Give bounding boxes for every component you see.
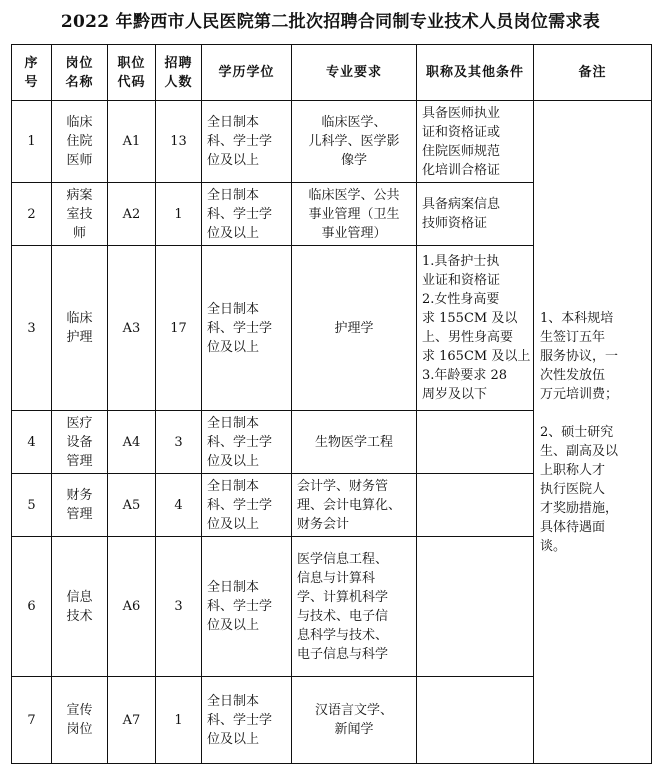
cell-major: 护理学 — [292, 246, 417, 411]
cell-count: 3 — [156, 537, 202, 677]
cell-position: 宣传 岗位 — [52, 677, 108, 764]
cell-major: 会计学、财务管 理、会计电算化、 财务会计 — [292, 474, 417, 537]
cell-count: 4 — [156, 474, 202, 537]
cell-major: 医学信息工程、 信息与计算科 学、计算机科学 与技术、电子信 息科学与技术、 电子信息与科学 — [292, 537, 417, 677]
cell-conditions: 具备病案信息 技师资格证 — [417, 183, 534, 246]
cell-education: 全日制本 科、学士学 位及以上 — [202, 474, 292, 537]
cell-count: 3 — [156, 411, 202, 474]
job-requirements-table — [11, 44, 652, 764]
remarks-cell — [534, 101, 652, 764]
header-remarks: 备注 — [534, 45, 652, 101]
cell-code: A1 — [108, 101, 156, 183]
header-seq: 序 号 — [12, 45, 52, 101]
cell-conditions — [417, 411, 534, 474]
cell-count: 13 — [156, 101, 202, 183]
cell-seq: 3 — [12, 246, 52, 411]
cell-count: 17 — [156, 246, 202, 411]
cell-education: 全日制本 科、学士学 位及以上 — [202, 411, 292, 474]
cell-education: 全日制本 科、学士学 位及以上 — [202, 677, 292, 764]
cell-position: 财务 管理 — [52, 474, 108, 537]
table-row — [12, 101, 652, 183]
cell-code: A7 — [108, 677, 156, 764]
remark-note-2: 2、硕士研究 生、副高及以 上职称人才 执行医院人 才奖励措施， 具体待遇面 谈。 — [540, 424, 619, 554]
cell-count: 1 — [156, 183, 202, 246]
cell-position: 临床 住院 医师 — [52, 101, 108, 183]
header-conditions: 职称及其他条件 — [417, 45, 534, 101]
cell-code: A5 — [108, 474, 156, 537]
cell-conditions — [417, 474, 534, 537]
cell-seq: 4 — [12, 411, 52, 474]
cell-seq: 6 — [12, 537, 52, 677]
cell-conditions: 1.具备护士执 业证和资格证 2.女性身高要 求 155CM 及以 上、男性身高要 求 165CM 及以上 3.年龄要求 28 周岁及以下 — [417, 246, 534, 411]
cell-major: 生物医学工程 — [292, 411, 417, 474]
cell-position: 病案 室技 师 — [52, 183, 108, 246]
header-major: 专业要求 — [292, 45, 417, 101]
cell-position: 医疗 设备 管理 — [52, 411, 108, 474]
cell-seq: 5 — [12, 474, 52, 537]
cell-education: 全日制本 科、学士学 位及以上 — [202, 246, 292, 411]
cell-major: 临床医学、 儿科学、医学影 像学 — [292, 101, 417, 183]
cell-conditions: 具备医师执业 证和资格证或 住院医师规范 化培训合格证 — [417, 101, 534, 183]
cell-education: 全日制本 科、学士学 位及以上 — [202, 537, 292, 677]
cell-code: A4 — [108, 411, 156, 474]
cell-education: 全日制本 科、学士学 位及以上 — [202, 183, 292, 246]
header-count: 招聘 人数 — [156, 45, 202, 101]
cell-code: A6 — [108, 537, 156, 677]
cell-code: A3 — [108, 246, 156, 411]
header-position: 岗位 名称 — [52, 45, 108, 101]
cell-conditions — [417, 677, 534, 764]
remark-note-1: 1、本科规培 生签订五年 服务协议，一 次性发放伍 万元培训费； — [540, 310, 619, 402]
cell-seq: 2 — [12, 183, 52, 246]
cell-seq: 7 — [12, 677, 52, 764]
document-title: 2022 年黔西市人民医院第二批次招聘合同制专业技术人员岗位需求表 — [60, 12, 601, 32]
cell-code: A2 — [108, 183, 156, 246]
cell-major: 临床医学、公共 事业管理（卫生 事业管理） — [292, 183, 417, 246]
cell-major: 汉语言文学、 新闻学 — [292, 677, 417, 764]
table-header-row — [12, 45, 652, 101]
cell-seq: 1 — [12, 101, 52, 183]
cell-education: 全日制本 科、学士学 位及以上 — [202, 101, 292, 183]
cell-position: 信息 技术 — [52, 537, 108, 677]
cell-conditions — [417, 537, 534, 677]
cell-position: 临床 护理 — [52, 246, 108, 411]
header-code: 职位 代码 — [108, 45, 156, 101]
cell-count: 1 — [156, 677, 202, 764]
header-education: 学历学位 — [202, 45, 292, 101]
